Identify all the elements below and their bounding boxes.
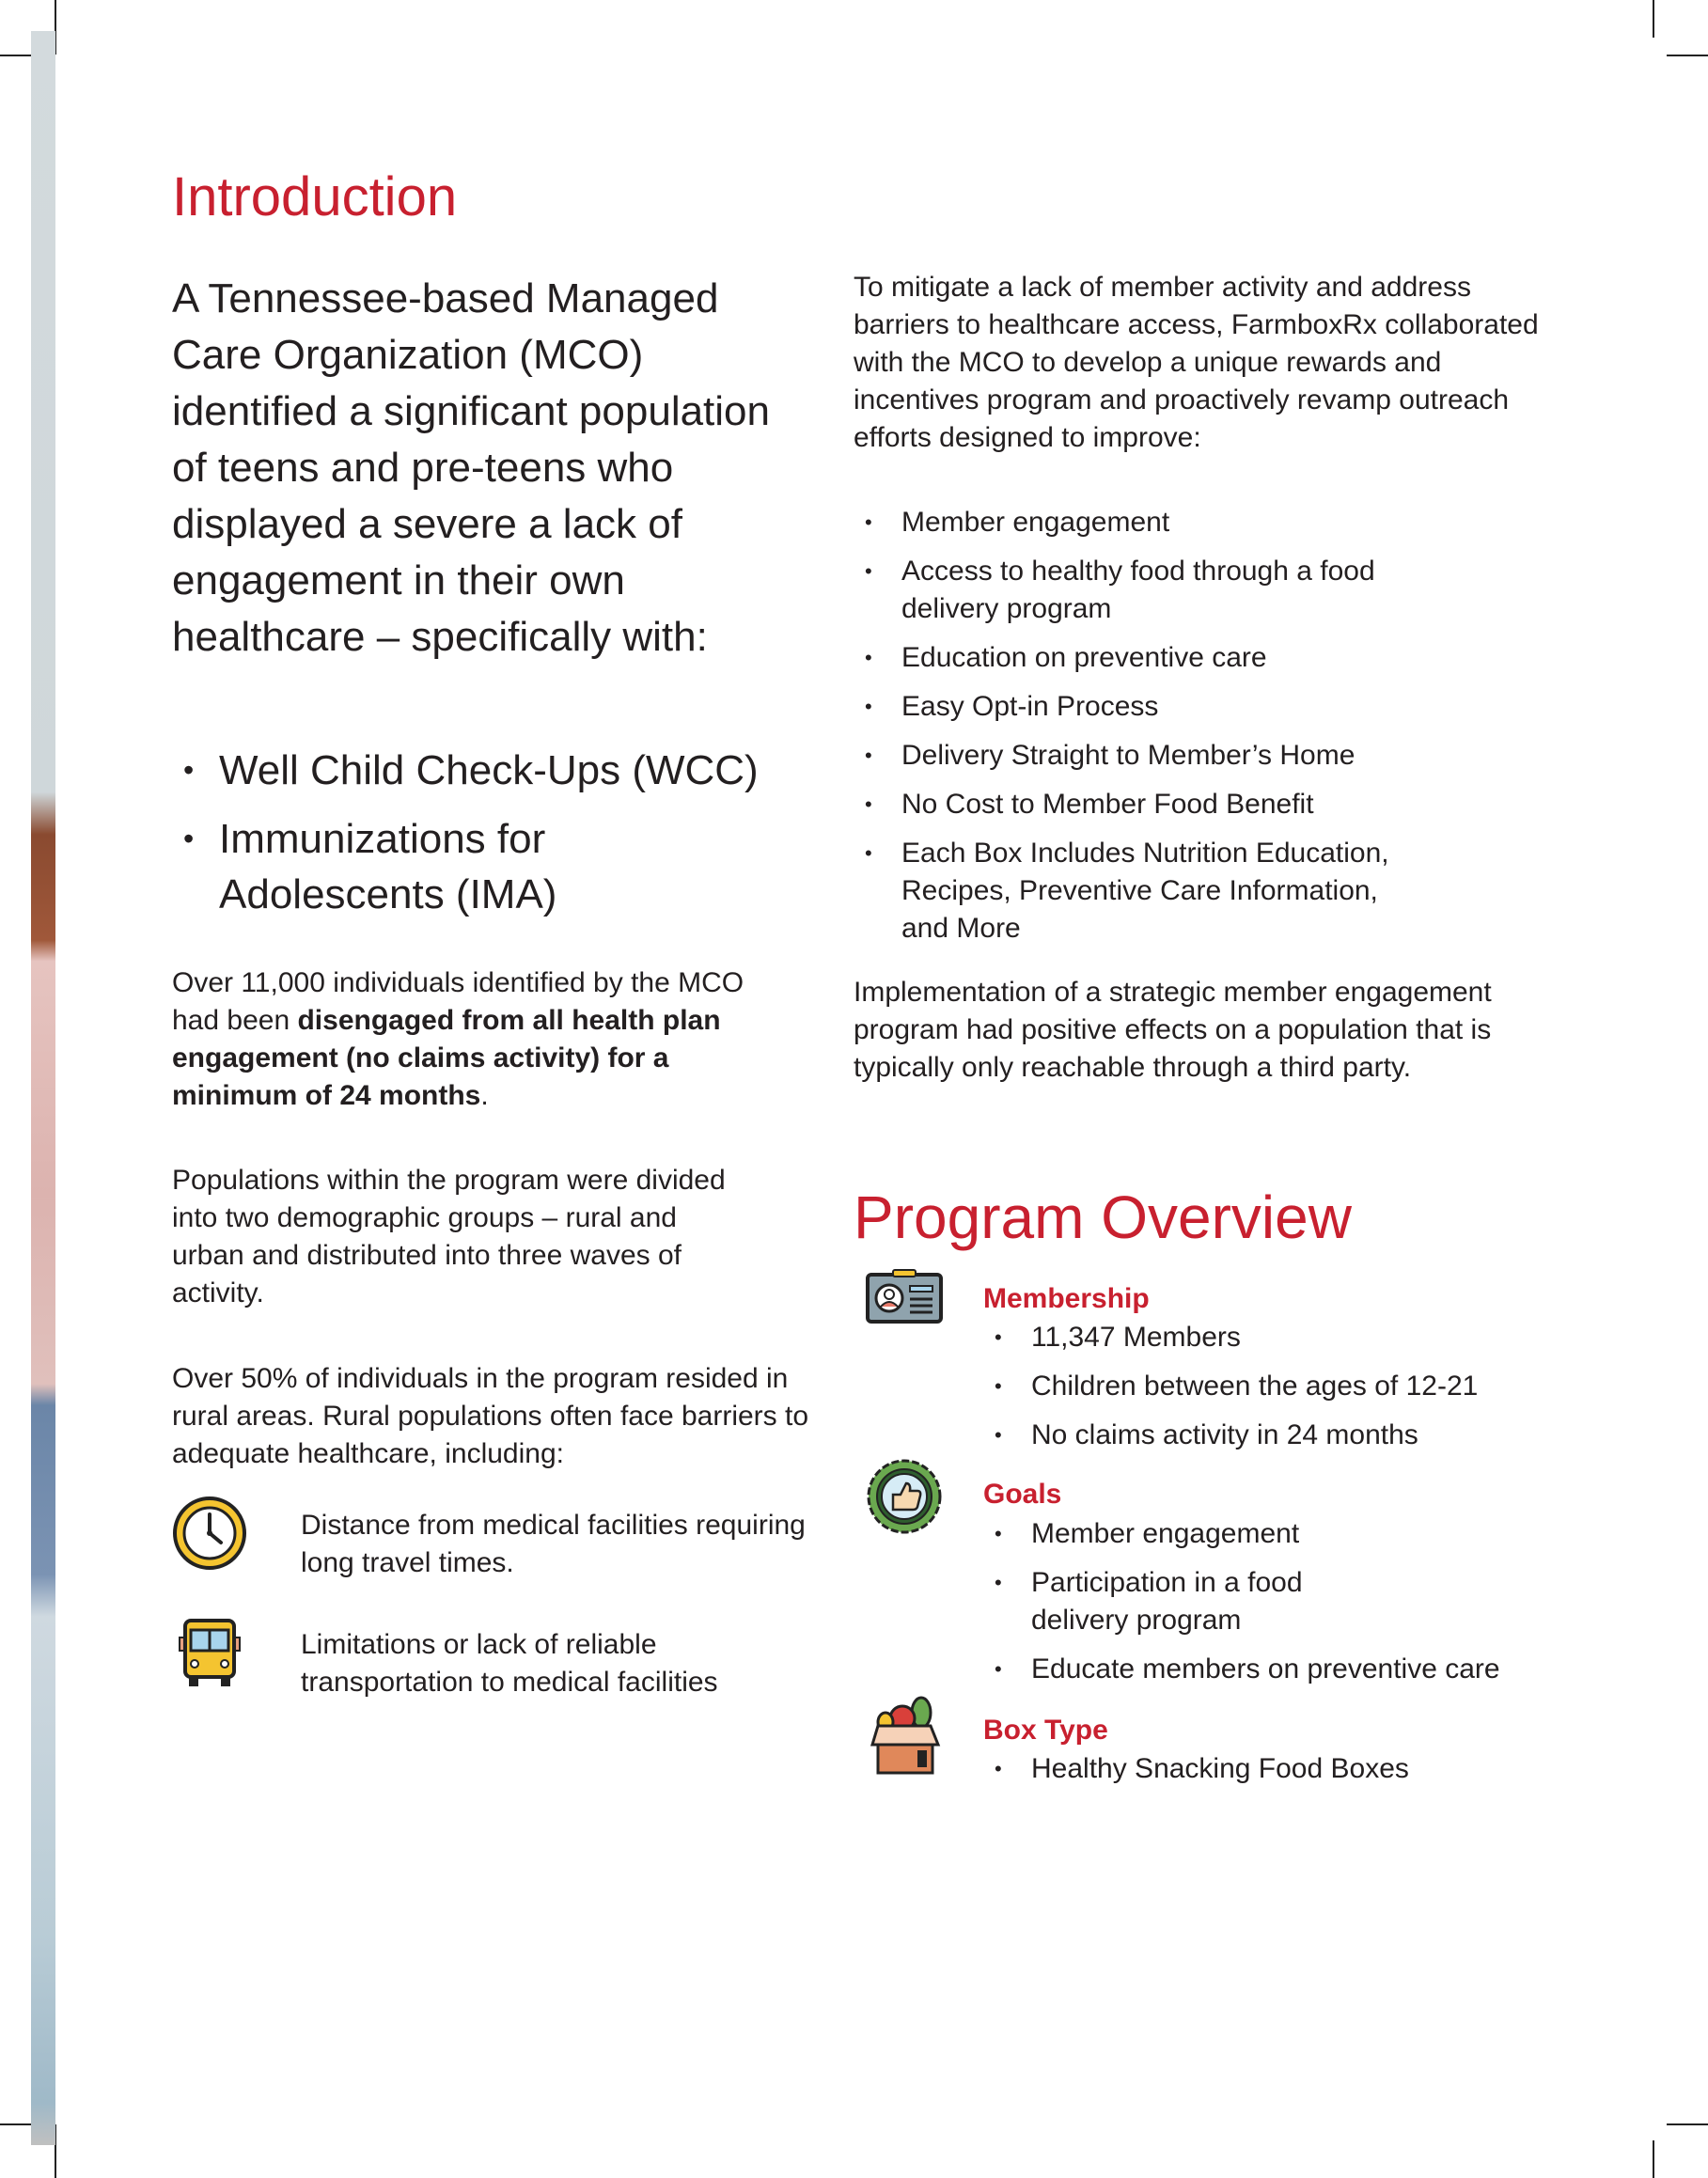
list-item: • Immunizations for Adolescents (IMA) <box>172 811 623 922</box>
bold-text: disengaged from all health plan engagement (no claims activity) for a minimum of 24 months <box>172 1005 721 1111</box>
text: Over 11,000 individuals identified by the MCO had been <box>172 967 744 1036</box>
food-box-icon <box>865 1692 944 1777</box>
program-overview-heading: Program Overview <box>854 1183 1352 1251</box>
introduction-heading: Introduction <box>172 166 458 227</box>
photo-strip <box>31 31 55 2145</box>
list-item: • 11,347 Members <box>983 1319 1566 1356</box>
crop-mark <box>1653 2140 1654 2178</box>
mitigation-paragraph: To mitigate a lack of member activity and address barriers to healthcare access, FarmboxRx collaborated with the MCO to develop a unique rewards and incentives program and proactively revamp outreach efforts designed to improve: <box>854 272 1539 453</box>
thumbs-up-badge-icon <box>865 1457 944 1536</box>
barrier-text: Distance from medical facilities requiring long travel times. <box>301 1510 806 1578</box>
lead-bullets <box>172 743 811 935</box>
crop-mark <box>1653 0 1654 38</box>
list-item: • Education on preventive care <box>854 639 1436 677</box>
list-item: • No Cost to Member Food Benefit <box>854 786 1436 823</box>
goals-label: Goals <box>983 1479 1062 1510</box>
improvement-list <box>854 504 1436 959</box>
list-item: • Easy Opt-in Process <box>854 688 1436 726</box>
list-item: • Member engagement <box>854 504 1436 541</box>
implementation-paragraph: Implementation of a strategic member engagement program had positive effects on a population that is typically only reachable through a third party. <box>854 977 1492 1083</box>
lead-paragraph: A Tennessee-based Managed Care Organization (MCO) identified a significant population of teens and pre-teens who displayed a severe a lack of engagement in their own healthcare – specifically with: <box>172 275 771 660</box>
clock-icon <box>172 1496 247 1571</box>
crop-mark <box>1667 2123 1708 2125</box>
list-item: • Delivery Straight to Member’s Home <box>854 737 1436 775</box>
list-item: • Educate members on preventive care <box>983 1651 1566 1688</box>
list-item: • Participation in a food delivery program <box>983 1564 1370 1639</box>
barrier-text: Limitations or lack of reliable transportation to medical facilities <box>301 1629 718 1698</box>
populations-paragraph: Populations within the program were divided into two demographic groups – rural and urban and distributed into three waves of activity. <box>172 1165 726 1308</box>
goals-list <box>983 1515 1566 1700</box>
list-item: • Each Box Includes Nutrition Education, Recipes, Preventive Care Information, and More <box>854 835 1390 948</box>
list-item: • Access to healthy food through a food delivery program <box>854 553 1390 628</box>
membership-list <box>983 1319 1566 1465</box>
bus-icon <box>172 1615 247 1690</box>
id-card-icon <box>865 1269 944 1325</box>
text: . <box>480 1080 489 1111</box>
box-type-list <box>983 1750 1566 1799</box>
list-item: • No claims activity in 24 months <box>983 1417 1566 1454</box>
list-item: • Well Child Check-Ups (WCC) <box>172 743 811 798</box>
box-type-label: Box Type <box>983 1715 1108 1746</box>
rural-paragraph: Over 50% of individuals in the program resided in rural areas. Rural populations often face barriers to adequate healthcare, including: <box>172 1363 809 1469</box>
disengaged-paragraph <box>172 964 783 1115</box>
list-item: • Member engagement <box>983 1515 1566 1553</box>
list-item: • Children between the ages of 12-21 <box>983 1368 1566 1405</box>
list-item: • Healthy Snacking Food Boxes <box>983 1750 1566 1788</box>
crop-mark <box>1667 55 1708 56</box>
membership-label: Membership <box>983 1283 1150 1314</box>
